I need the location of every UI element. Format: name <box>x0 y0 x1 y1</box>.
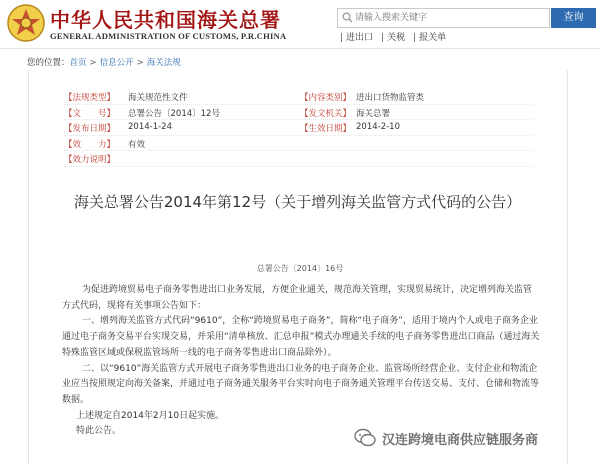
article-paragraph: 二、以“9610”海关监管方式开展电子商务零售进出口业务的电子商务企业、监管场所经营企业、支付企业和物流企业应当按照规定向海关备案，并通过电子商务通关服务平台实时向电子商务通关管理平台传送交易、支付、仓储和物流等数据。 <box>62 363 540 405</box>
site-header <box>0 0 600 50</box>
metadata-label: 【发布日期】 <box>64 124 116 134</box>
header-divider <box>0 48 600 49</box>
breadcrumb <box>27 56 181 68</box>
breadcrumb-customs-regulations[interactable]: 海关法规 <box>146 58 181 68</box>
metadata-table <box>64 89 532 167</box>
quicklinks <box>340 30 454 43</box>
metadata-label: 【生效日期】 <box>300 124 352 134</box>
breadcrumb-prefix: 您的位置： <box>27 58 70 68</box>
breadcrumb-home[interactable]: 首页 <box>69 58 87 68</box>
quicklinks-separator: | <box>340 33 344 43</box>
page-title: 海关总署公告2014年第12号（关于增列海关监管方式代码的公告） <box>73 193 522 211</box>
metadata-label: 【效力说明】 <box>64 155 116 165</box>
quicklinks-separator: | <box>413 33 417 43</box>
metadata-value: 进出口货物监管类 <box>356 93 425 103</box>
search-button[interactable]: 查询 <box>551 8 596 28</box>
metadata-value: 总署公告〔2014〕12号 <box>128 108 220 119</box>
site-title-en: GENERAL ADMINISTRATION OF CUSTOMS, P.R.CHINA <box>50 31 287 41</box>
site-title-cn[interactable]: 中华人民共和国海关总署 <box>50 8 281 32</box>
article-paragraph: 特此公告。 <box>76 426 122 437</box>
article-paragraph: 上述规定自2014年2月10日起实施。 <box>76 410 225 421</box>
breadcrumb-separator: > <box>136 58 144 68</box>
article-paragraph: 一、增列海关监管方式代码“9610”，全称“跨境贸易电子商务”，简称“电子商务”，适用于境内个人或电子商务企业通过电子商务交易平台实现交易，并采用“清单核放、汇总申报”模式办理通关手续的电子商务零售进出口商品（通过海关特殊监管区域或保税监管场所一线的电子商务零售进出口商品除外）。 <box>62 316 540 358</box>
metadata-row <box>64 89 532 105</box>
metadata-value: 2014-2-10 <box>356 122 400 132</box>
metadata-label: 【效 力】 <box>64 139 116 150</box>
metadata-row <box>64 105 532 121</box>
search-input[interactable] <box>337 8 550 28</box>
quicklink-declaration[interactable]: 报关单 <box>419 33 447 43</box>
metadata-row <box>64 120 532 136</box>
breadcrumb-separator: > <box>89 58 97 68</box>
metadata-row <box>64 136 532 152</box>
metadata-label: 【发文机关】 <box>300 108 352 119</box>
metadata-value: 海关规范性文件 <box>128 93 188 103</box>
metadata-label: 【文 号】 <box>64 108 116 119</box>
metadata-row <box>64 151 532 167</box>
quicklink-import-export[interactable]: 进出口 <box>346 33 374 43</box>
metadata-value: 海关总署 <box>356 108 391 119</box>
quicklink-tariff[interactable]: 关税 <box>387 33 406 43</box>
search-icon <box>342 12 353 23</box>
watermark-text: 汉连跨境电商供应链服务商 <box>382 433 539 448</box>
metadata-label: 【内容类别】 <box>300 93 352 103</box>
breadcrumb-info-disclosure[interactable]: 信息公开 <box>99 58 134 68</box>
quicklinks-separator: | <box>381 33 385 43</box>
article-body <box>62 283 540 440</box>
metadata-value: 有效 <box>128 139 146 150</box>
customs-emblem-icon <box>6 3 46 43</box>
document-number: 总署公告〔2014〕16号 <box>256 264 344 273</box>
metadata-value: 2014-1-24 <box>128 122 172 132</box>
metadata-label: 【法规类型】 <box>64 93 116 103</box>
wechat-icon <box>354 428 376 448</box>
article-paragraph: 为促进跨境贸易电子商务零售进出口业务发展，方便企业通关，规范海关管理，实现贸易统计，决定增列海关监管方式代码，现将有关事项公告如下： <box>62 285 533 311</box>
